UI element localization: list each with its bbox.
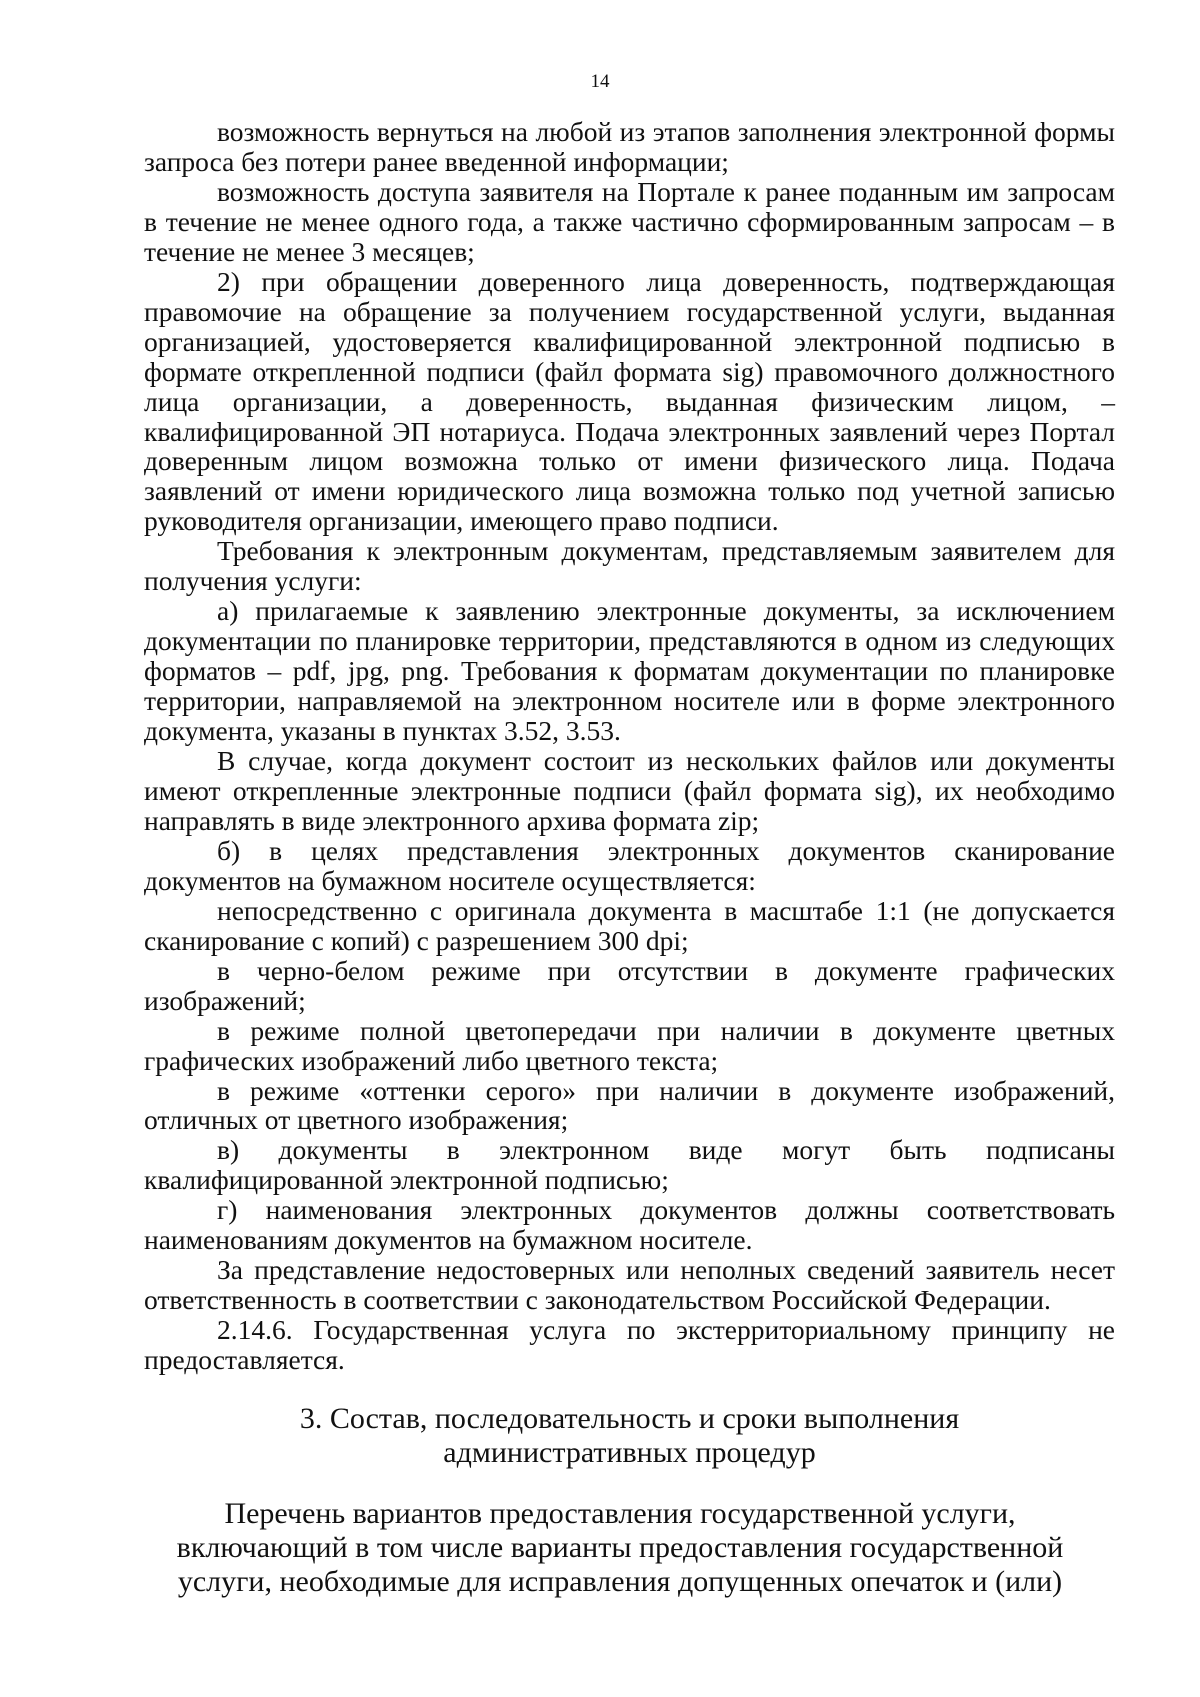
paragraph-access-to-requests: возможность доступа заявителя на Портале к ранее поданным им запросам в течение не менее одного года, а также частично сформированным запросам – в течение не менее 3 месяцев; xyxy=(144,175,1115,267)
subheading xyxy=(120,1497,1120,1599)
paragraph-responsibility: За представление недостоверных или неполных сведений заявитель несет ответственность в соответствии с законодательством Российской Федерации. xyxy=(144,1254,1115,1316)
page-number: 14 xyxy=(590,71,610,92)
paragraph-extraterritorial: 2.14.6. Государственная услуга по экстерриториальному принципу не предоставляется. xyxy=(144,1314,1115,1376)
subheading-line: Перечень вариантов предоставления государственной услуги, xyxy=(224,1497,1016,1530)
subheading-line: услуги, необходимые для исправления допущенных опечаток и (или) xyxy=(177,1565,1063,1598)
paragraph-scanning: б) в целях представления электронных документов сканирование документов на бумажном носителе осуществляется: xyxy=(144,834,1115,896)
paragraph-zip-archive: В случае, когда документ состоит из нескольких файлов или документы имеют открепленные электронные подписи (файл формата sig), их необходимо направлять в виде электронного архива формата zip; xyxy=(144,745,1115,836)
section-heading-line: административных процедур xyxy=(443,1436,816,1469)
paragraph-formats: а) прилагаемые к заявлению электронные документы, за исключением документации по планировке территории, представляются в одном из следующих форматов – pdf, jpg, png. Требования к форматам документации по планировке территории, направляемой на электронном носителе или в форме электронного документа, указаны в пунктах 3.52, 3.53. xyxy=(144,595,1115,747)
body-text xyxy=(144,117,1115,1375)
subheading-line: включающий в том числе варианты предоставления государственной xyxy=(176,1531,1064,1564)
paragraph-full-color: в режиме полной цветопередачи при наличии в документе цветных графических изображений либо цветного текста; xyxy=(144,1014,1115,1076)
paragraph-scan-original: непосредственно с оригинала документа в масштабе 1:1 (не допускается сканирование с копий) с разрешением 300 dpi; xyxy=(144,894,1115,956)
section-heading xyxy=(144,1402,1115,1470)
paragraph-trusted-person: 2) при обращении доверенного лица доверенность, подтверждающая правомочие на обращение за получением государственной услуги, выданная организацией, удостоверяется квалифицированной электронной подписью в формате открепленной подписи (файл формата sig) правомочного должностного лица организации, а доверенность, выданная физическим лицом, – квалифицированной ЭП нотариуса. Подача электронных заявлений через Портал доверенным лицом возможна только от имени физического лица. Подача заявлений от имени юридического лица возможна только под учетной записью руководителя организации, имеющего право подписи. xyxy=(144,265,1115,537)
paragraph-document-requirements: Требования к электронным документам, представляемым заявителем для получения услуги: xyxy=(144,535,1115,597)
paragraph-signature: в) документы в электронном виде могут быть подписаны квалифицированной электронной подписью; xyxy=(144,1134,1115,1196)
paragraph-document-names: г) наименования электронных документов должны соответствовать наименованиям документов на бумажном носителе. xyxy=(144,1194,1115,1256)
paragraph-black-white: в черно-белом режиме при отсутствии в документе графических изображений; xyxy=(144,954,1115,1016)
paragraph-grayscale: в режиме «оттенки серого» при наличии в документе изображений, отличных от цветного изображения; xyxy=(144,1074,1115,1136)
section-heading-line: 3. Состав, последовательность и сроки выполнения xyxy=(299,1402,960,1435)
paragraph-return-to-step: возможность вернуться на любой из этапов заполнения электронной формы запроса без потери ранее введенной информации; xyxy=(144,116,1115,177)
